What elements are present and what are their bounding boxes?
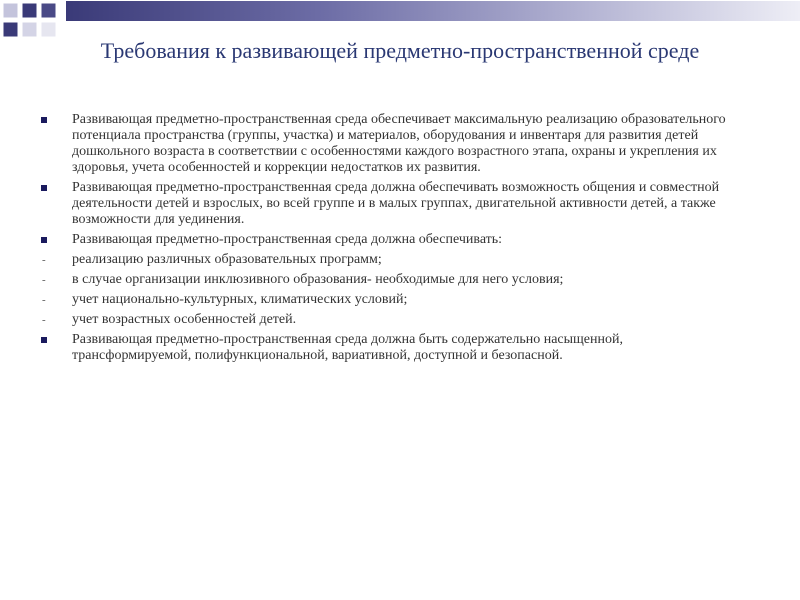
list-item bbox=[38, 272, 728, 288]
list-item bbox=[38, 332, 728, 364]
list-item bbox=[38, 252, 728, 268]
list-item bbox=[38, 292, 728, 308]
list-item-text: учет возрастных особенностей детей. bbox=[72, 312, 297, 327]
dash-bullet-icon: - bbox=[42, 294, 46, 306]
list-item-text: Развивающая предметно-пространственная среда должна обеспечивать: bbox=[72, 232, 503, 247]
list-item bbox=[38, 232, 728, 248]
slide-title: Требования к развивающей предметно-пространственной среде bbox=[100, 38, 700, 63]
dash-bullet-icon: - bbox=[42, 254, 46, 266]
list-item bbox=[38, 312, 728, 328]
square-bullet-icon bbox=[41, 185, 47, 191]
list-item-text: Развивающая предметно-пространственная среда должна обеспечивать возможность общения и совместной деятельности детей и взрослых, во всей группе и в малых группах, двигательной активности детей, а также возможности для уединения. bbox=[72, 180, 720, 227]
decorative-squares bbox=[0, 0, 120, 40]
list-item-text: учет национально-культурных, климатических условий; bbox=[72, 292, 408, 307]
square-bullet-icon bbox=[41, 237, 47, 243]
square-bullet-icon bbox=[41, 337, 47, 343]
list-item bbox=[38, 112, 728, 176]
square-bullet-icon bbox=[41, 117, 47, 123]
list-item-text: реализацию различных образовательных программ; bbox=[72, 252, 382, 267]
decorative-header-band bbox=[66, 1, 800, 21]
list-item-text: в случае организации инклюзивного образования- необходимые для него условия; bbox=[72, 272, 564, 287]
list-item-text: Развивающая предметно-пространственная среда обеспечивает максимальную реализацию образовательного потенциала пространства (группы, участка) и материалов, оборудования и инвентаря для развития детей дошкольного возраста в соответствии с особенностями каждого возрастного этапа, охраны и укрепления их здоровья, учета особенностей и коррекции недостатков их развития. bbox=[72, 112, 726, 175]
dash-bullet-icon: - bbox=[42, 314, 46, 326]
bullet-list bbox=[38, 112, 728, 368]
list-item-text: Развивающая предметно-пространственная среда должна быть содержательно насыщенной, трансформируемой, полифункциональной, вариативной, доступной и безопасной. bbox=[72, 332, 623, 363]
list-item bbox=[38, 180, 728, 228]
dash-bullet-icon: - bbox=[42, 274, 46, 286]
